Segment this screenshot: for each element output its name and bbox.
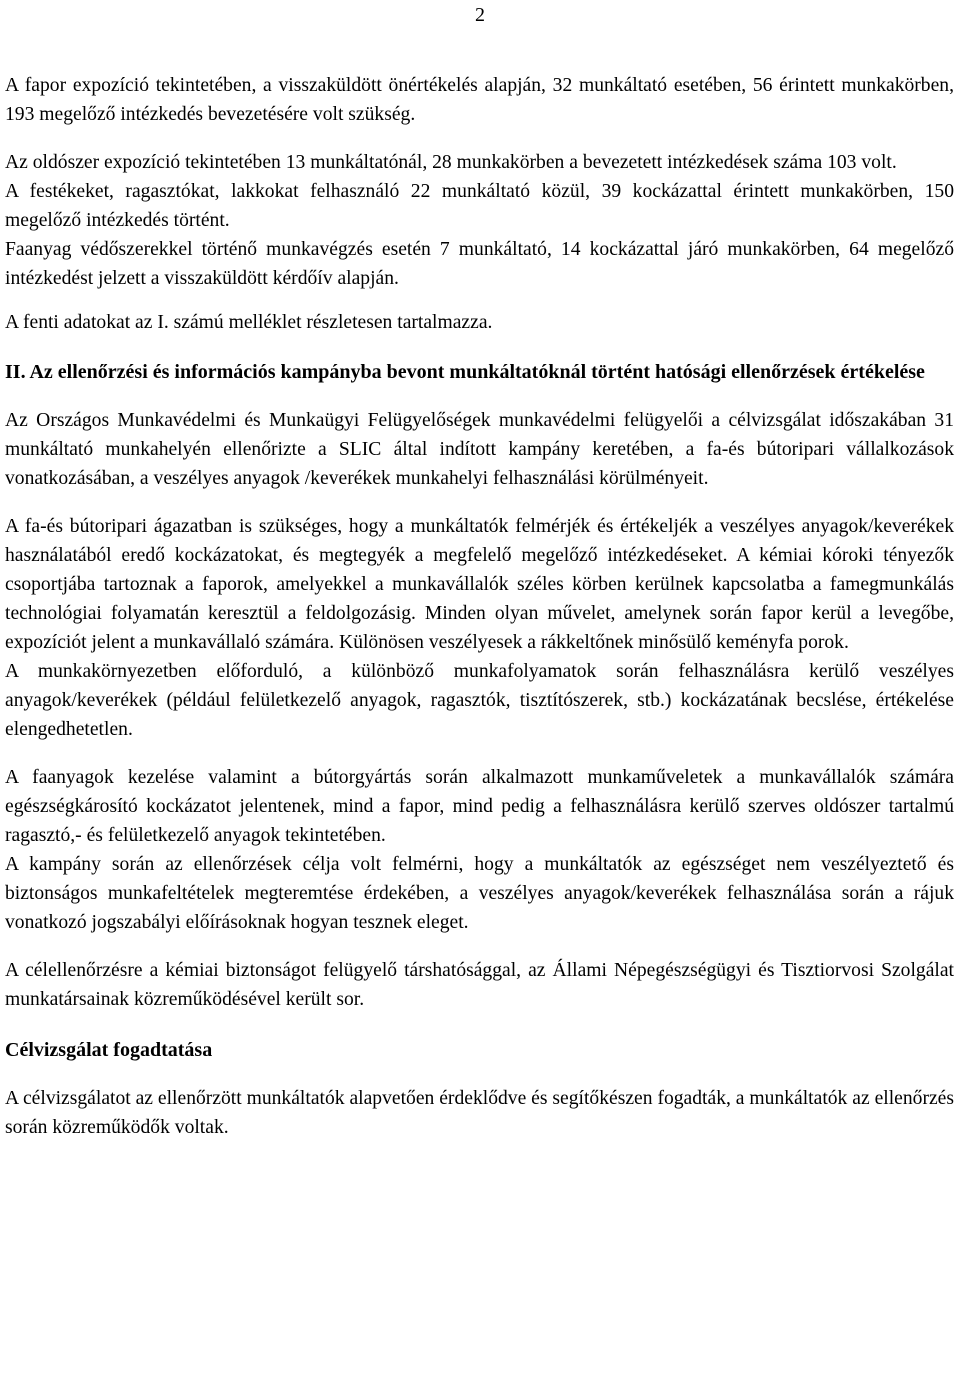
paragraph-risk-assessment: A fa-és bútoripari ágazatban is szükséges, hogy a munkáltatók felmérjék és értékeljék a veszélyes anyagok/keverékek használatából eredő kockázatokat, és megtegyék a megfelelő megelőző intézkedéseket. A kémiai kóroki tényezők csoportjába tartoznak a faporok, amelyekkel a munkavállalók széles körben kerülnek kapcsolatba a famegmunkálás technológiai folyamatán keresztül a feldolgozásig. Minden olyan művelet, amelynek során fapor kerül a levegőbe, expozíciót jelent a munkavállaló számára. Különösen veszélyesek a rákkeltőnek minősülő keményfa porok. <box>5 516 954 653</box>
paragraph-cooperation: A célellenőrzésre a kémiai biztonságot felügyelő társhatósággal, az Állami Népegészségügyi és Tisztiorvosi Szolgálat munkatársainak közreműködésével került sor. <box>5 960 954 1010</box>
paragraph-inspection-overview: Az Országos Munkavédelmi és Munkaügyi Felügyelőségek munkavédelmi felügyelői a célvizsgálat időszakában 31 munkáltató munkahelyén ellenőrizte a SLIC által indított kampány keretében, a fa-és bútoripari vállalkozások vonatkozásában, a veszélyes anyagok /keverékek munkahelyi felhasználási körülményeit. <box>5 410 954 489</box>
paragraph-fapor-exposure: A fapor expozíció tekintetében, a visszaküldött önértékelés alapján, 32 munkáltató esetében, 56 érintett munkakörben, 193 megelőző intézkedés bevezetésére volt szükség. <box>5 75 954 125</box>
paragraph-wood-preservatives: Faanyag védőszerekkel történő munkavégzés esetén 7 munkáltató, 14 kockázattal járó munkakörben, 64 megelőző intézkedést jelzett a visszaküldött kérdőív alapján. <box>5 239 954 289</box>
section-heading: II. Az ellenőrzési és információs kampányba bevont munkáltatóknál történt hatósági ellenőrzések értékelése <box>5 361 925 383</box>
subheading-reception: Célvizsgálat fogadtatása <box>5 1039 213 1061</box>
document-body <box>5 71 954 1142</box>
paragraph-paints-adhesives: A festékeket, ragasztókat, lakkokat felhasználó 22 munkáltató közül, 39 kockázattal érintett munkakörben, 150 megelőző intézkedés történt. <box>5 181 954 231</box>
paragraph-solvent-exposure: Az oldószer expozíció tekintetében 13 munkáltatónál, 28 munkakörben a bevezetett intézkedések száma 103 volt. <box>5 152 897 173</box>
paragraph-furniture-production: A faanyagok kezelése valamint a bútorgyártás során alkalmazott munkaműveletek a munkavállalók számára egészségkárosító kockázatot jelentenek, mind a fapor, mind pedig a felhasználásra kerülő szerves oldószer tartalmú ragasztó,- és felületkezelő anyagok tekintetében. <box>5 767 954 846</box>
paragraph-hazardous-substances: A munkakörnyezetben előforduló, a különböző munkafolyamatok során felhasználásra kerülő veszélyes anyagok/keverékek (például felületkezelő anyagok, ragasztók, tisztítószerek, stb.) kockázatának becslése, értékelése elengedhetetlen. <box>5 661 954 740</box>
paragraph-campaign-goal: A kampány során az ellenőrzések célja volt felmérni, hogy a munkáltatók az egészséget nem veszélyeztető és biztonságos munkafeltételek megteremtése érdekében, a veszélyes anyagok/keverékek felhasználása során a rájuk vonatkozó jogszabályi előírásoknak hogyan tesznek eleget. <box>5 854 954 933</box>
page-number: 2 <box>475 4 485 26</box>
paragraph-reception: A célvizsgálatot az ellenőrzött munkáltatók alapvetően érdeklődve és segítőkészen fogadták, a munkáltatók az ellenőrzés során közreműködők voltak. <box>5 1088 954 1138</box>
paragraph-annex-reference: A fenti adatokat az I. számú melléklet részletesen tartalmazza. <box>5 312 493 333</box>
